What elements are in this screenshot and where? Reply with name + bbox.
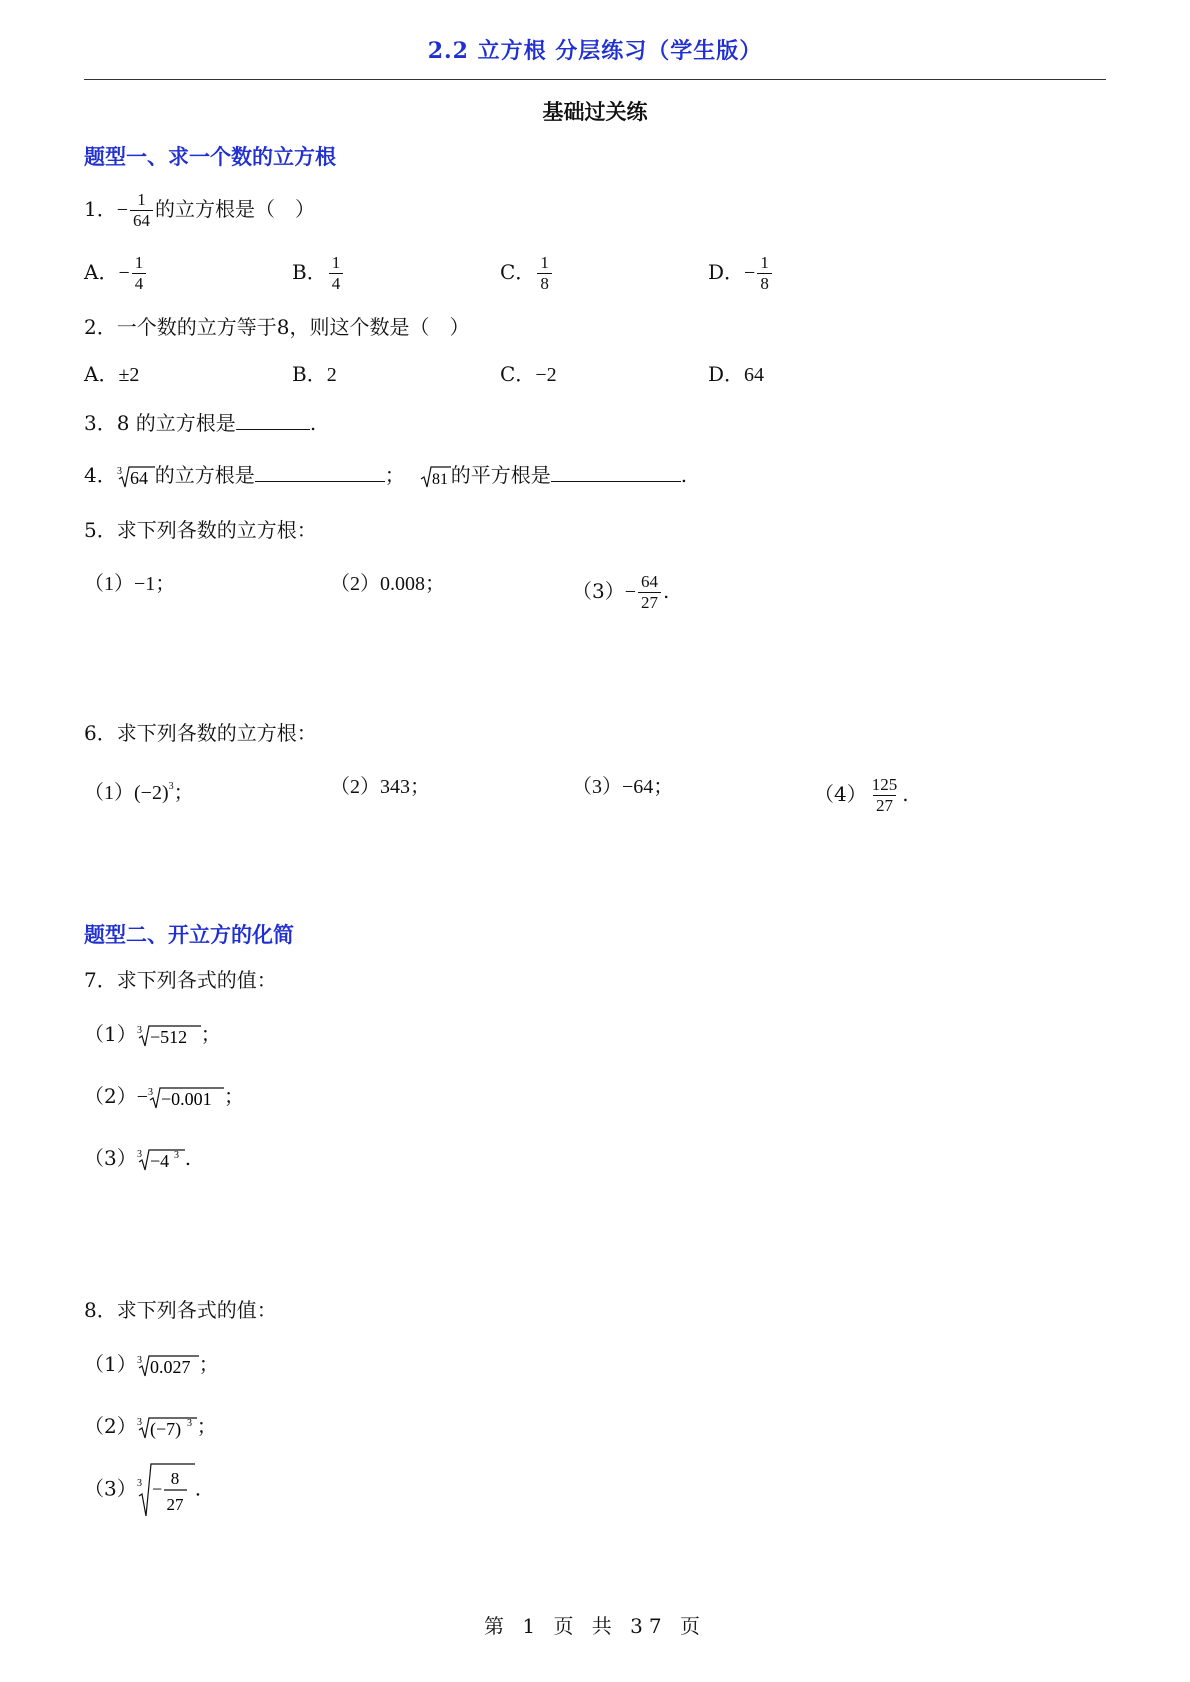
- svg-text:81: 81: [431, 470, 448, 488]
- svg-text:3: 3: [173, 1149, 179, 1161]
- part-fraction: [869, 775, 901, 816]
- document-title: 2.2 立方根 分层练习（学生版）: [427, 38, 763, 64]
- q4-text-2: 的平方根是: [450, 463, 551, 487]
- frac-den: 8: [757, 273, 772, 294]
- q4-end: .: [680, 463, 688, 487]
- part-label: （1）: [84, 1352, 137, 1376]
- q4-number: 4．: [84, 463, 117, 487]
- q1-number: 1．: [84, 197, 117, 221]
- question-6: 6．求下列各数的立方根：: [84, 721, 317, 745]
- question-7: 7．求下列各式的值：: [84, 968, 277, 992]
- part-end: ；: [173, 782, 194, 804]
- option-value: 2: [326, 364, 337, 386]
- q4-text-1: 的立方根是: [154, 463, 255, 487]
- frac-num: 1: [331, 253, 341, 272]
- q7-part-3: [84, 1146, 191, 1173]
- frac-num: 125: [871, 775, 898, 794]
- svg-text:−512: −512: [149, 1026, 187, 1047]
- svg-text:−: −: [151, 1479, 162, 1499]
- svg-text:−4: −4: [149, 1150, 169, 1171]
- option-label: A．: [84, 362, 119, 386]
- svg-text:(−7): (−7): [149, 1418, 181, 1439]
- q5-part-3: [572, 572, 669, 613]
- part-end: ；: [224, 1084, 245, 1108]
- svg-text:27: 27: [166, 1495, 184, 1514]
- q2-option-d[interactable]: [708, 362, 764, 387]
- type2-heading: 题型二、开立方的化简: [84, 922, 294, 947]
- radical-sign-icon: [117, 464, 155, 490]
- radical-sign-icon: [137, 1023, 201, 1049]
- part-fraction: [638, 572, 661, 613]
- q5-part-2: （2）0.008；: [330, 573, 445, 595]
- q1-frac-num: 1: [137, 190, 146, 209]
- part-end: .: [663, 579, 670, 603]
- q1-fraction: [130, 190, 153, 231]
- question-4: [84, 461, 687, 490]
- q1-option-c[interactable]: [500, 253, 554, 294]
- q7-part-1: [84, 1022, 221, 1049]
- radical-sign-icon: [137, 1415, 197, 1441]
- q6-part-2: （2）343；: [330, 776, 430, 798]
- part-end: ；: [198, 1352, 219, 1376]
- option-value: −2: [535, 364, 557, 386]
- q2-option-b[interactable]: [292, 362, 337, 387]
- svg-text:3: 3: [136, 1478, 142, 1489]
- part-label: （1）: [84, 1022, 137, 1046]
- question-3: [84, 409, 316, 435]
- part-sign: −: [624, 581, 637, 603]
- radical-sign-icon: [148, 1085, 224, 1111]
- option-label: D．: [708, 260, 745, 284]
- part-end: .: [194, 1476, 202, 1501]
- title-divider: [84, 79, 1106, 80]
- part-label: （2）: [84, 1414, 137, 1438]
- svg-text:0.027: 0.027: [149, 1356, 191, 1377]
- part-label: （4）: [814, 782, 867, 806]
- q8-part-3: [84, 1462, 201, 1518]
- part-label: （3）: [572, 579, 625, 603]
- frac-den: 4: [132, 273, 147, 294]
- q6-part-3: （3）−64；: [572, 776, 674, 798]
- q8-part-2: [84, 1414, 217, 1441]
- part-end: ；: [196, 1414, 217, 1438]
- radical-sign-icon: [137, 1147, 185, 1173]
- q5-part-1: （1）−1；: [84, 573, 176, 595]
- part-label: （1）: [84, 782, 134, 804]
- q1-stem: 的立方根是（ ）: [155, 197, 316, 221]
- answer-blank-1[interactable]: [255, 461, 385, 482]
- frac-den: 8: [537, 273, 552, 294]
- part-exponent: 3: [168, 781, 174, 792]
- frac-den: 4: [329, 273, 344, 294]
- option-value: 64: [744, 364, 765, 386]
- q2-option-a[interactable]: [84, 362, 139, 387]
- cube-root-64: [117, 463, 155, 489]
- q1-option-a[interactable]: [84, 253, 148, 294]
- q2-option-c[interactable]: [500, 362, 557, 387]
- option-value: ±2: [118, 364, 140, 386]
- option-sign: −: [118, 262, 130, 284]
- frac-num: 64: [641, 572, 659, 591]
- option-fraction: [757, 253, 772, 294]
- q3-text: 3．8 的立方根是: [84, 411, 236, 435]
- cube-root-expression: [148, 1084, 224, 1110]
- option-label: C．: [500, 260, 536, 284]
- section-title: 基础过关练: [542, 99, 648, 124]
- svg-text:8: 8: [170, 1469, 179, 1488]
- svg-text:3: 3: [148, 1086, 154, 1098]
- frac-num: 1: [540, 253, 549, 272]
- option-sign: −: [744, 262, 756, 284]
- q4-separator: ；: [384, 463, 405, 487]
- cube-root-expression: [137, 1146, 185, 1172]
- q7-part-2: [84, 1084, 244, 1111]
- part-end: .: [902, 782, 909, 806]
- type1-heading: 题型一、求一个数的立方根: [84, 144, 336, 169]
- q3-end: .: [309, 411, 317, 435]
- q1-option-b[interactable]: [292, 253, 345, 294]
- answer-blank[interactable]: [236, 409, 310, 430]
- frac-den: 27: [638, 592, 661, 613]
- q1-option-d[interactable]: [708, 253, 774, 294]
- part-label: （2）: [84, 1084, 137, 1108]
- answer-blank-2[interactable]: [551, 461, 681, 482]
- radical-sign-icon: [137, 1353, 199, 1379]
- frac-num: 1: [134, 253, 144, 272]
- option-fraction: [537, 253, 552, 294]
- svg-text:3: 3: [136, 1416, 142, 1428]
- cube-root-expression: [137, 1352, 199, 1378]
- q6-part-4: [814, 775, 909, 816]
- option-fraction: [132, 253, 147, 294]
- question-8: 8．求下列各式的值：: [84, 1298, 277, 1322]
- cube-root-expression: [137, 1462, 195, 1518]
- option-label: B．: [292, 362, 327, 386]
- svg-text:3: 3: [136, 1024, 142, 1036]
- svg-text:3: 3: [186, 1417, 192, 1429]
- cube-root-expression: [137, 1414, 197, 1440]
- frac-den: 27: [873, 795, 896, 816]
- question-5: 5．求下列各数的立方根：: [84, 518, 317, 542]
- question-1: [84, 190, 315, 231]
- q1-sign: −: [116, 199, 129, 221]
- option-label: D．: [708, 362, 745, 386]
- q6-part-1: [84, 775, 194, 805]
- cube-root-expression: [137, 1022, 201, 1048]
- frac-num: 1: [760, 253, 769, 272]
- q8-part-1: [84, 1352, 219, 1379]
- radical-sign-icon: [137, 1462, 195, 1518]
- part-base: (−2): [134, 782, 169, 804]
- question-2: 2．一个数的立方等于8，则这个数是（ ）: [84, 315, 470, 339]
- svg-text:3: 3: [136, 1148, 142, 1160]
- option-label: C．: [500, 362, 536, 386]
- svg-text:−0.001: −0.001: [161, 1088, 212, 1109]
- page-footer: 第 1 页 共 37 页: [484, 1614, 706, 1638]
- option-label: B．: [292, 260, 327, 284]
- q1-frac-den: 64: [130, 210, 153, 231]
- svg-text:3: 3: [136, 1354, 142, 1366]
- part-label: （3）: [84, 1146, 137, 1170]
- square-root-81: [421, 463, 451, 489]
- svg-text:3: 3: [116, 465, 122, 477]
- option-fraction: [329, 253, 344, 294]
- part-end: ；: [200, 1022, 221, 1046]
- svg-text:64: 64: [129, 467, 148, 488]
- part-sign: −: [136, 1086, 149, 1108]
- option-label: A．: [84, 260, 119, 284]
- radical-sign-icon: [421, 464, 451, 490]
- part-end: .: [184, 1146, 192, 1170]
- part-label: （3）: [84, 1476, 137, 1501]
